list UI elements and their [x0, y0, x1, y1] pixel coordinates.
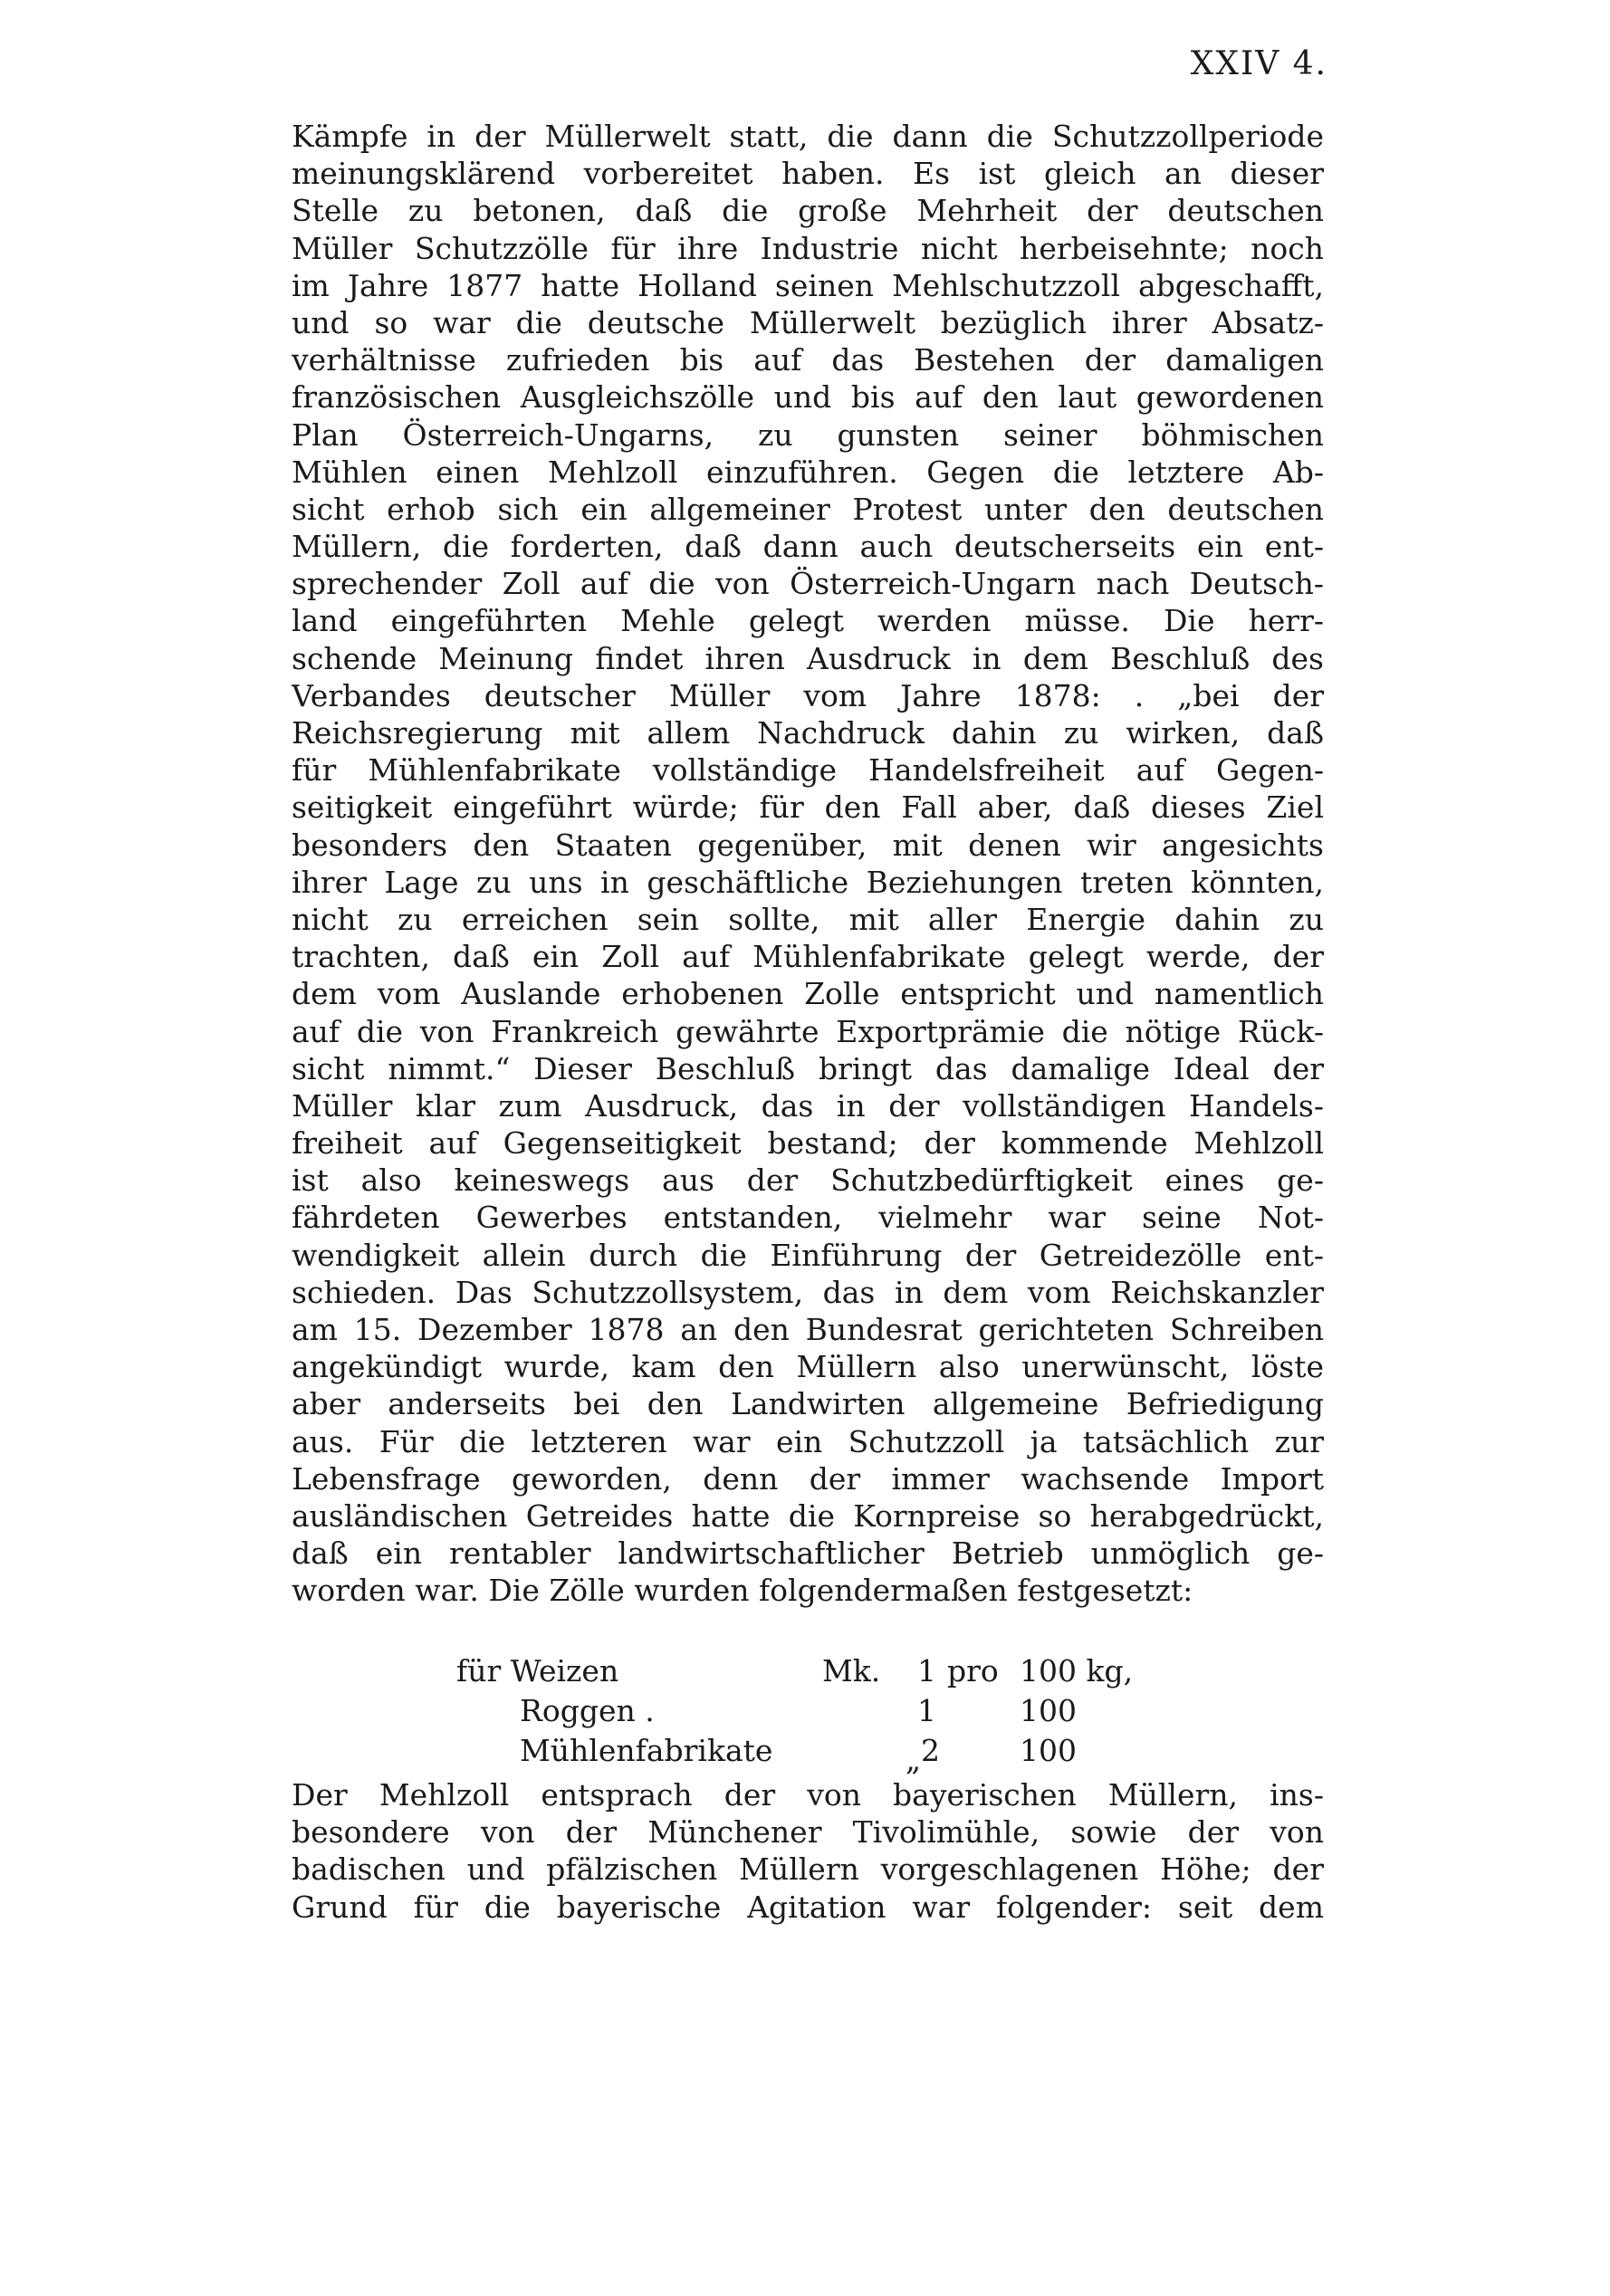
- text-line: im Jahre 1877 hatte Holland seinen Mehlschutzzoll abgeschafft,: [292, 267, 1324, 303]
- text-line: ausländischen Getreides hatte die Kornpreise so herabgedrückt,: [292, 1497, 1324, 1534]
- text-line: dem vom Auslande erhobenen Zolle entspricht und namentlich: [292, 976, 1324, 1012]
- text-line: französischen Ausgleichszölle und bis auf den laut gewordenen: [292, 379, 1324, 416]
- text-line: wendigkeit allein durch die Einführung der Getreidezölle ent-: [292, 1237, 1324, 1273]
- tariff-quantity: 100: [1020, 1733, 1077, 1768]
- tariff-per: pro: [947, 1653, 999, 1689]
- tariff-quantity: 100 kg,: [1020, 1653, 1134, 1689]
- text-line: fährdeten Gewerbes entstanden, vielmehr war seine Not-: [292, 1200, 1324, 1236]
- text-line: aber anderseits bei den Landwirten allgemeine Befriedigung: [292, 1386, 1324, 1422]
- paragraph-continuation: [292, 1776, 1324, 1926]
- text-line: angekündigt wurde, kam den Müllern also unerwünscht, löste: [292, 1349, 1324, 1385]
- text-line: Müller klar zum Ausdruck, das in der vollständigen Handels-: [292, 1087, 1324, 1124]
- text-line: seitigkeit eingeführt würde; für den Fall aber, daß dieses Ziel: [292, 789, 1324, 826]
- tariff-unit: Mk.: [822, 1653, 881, 1689]
- page-number: XXIV 4.: [1190, 45, 1327, 82]
- text-line: Verbandes deutscher Müller vom Jahre 1878: . „bei der: [292, 677, 1324, 713]
- text-line: meinungsklärend vorbereitet haben. Es ist gleich an dieser: [292, 156, 1324, 192]
- text-line: Mühlen einen Mehlzoll einzuführen. Gegen die letztere Ab-: [292, 454, 1324, 490]
- text-line: land eingeführten Mehle gelegt werden müsse. Die herr-: [292, 603, 1324, 639]
- text-line: trachten, daß ein Zoll auf Mühlenfabrikate gelegt werde, der: [292, 939, 1324, 975]
- text-line: Der Mehlzoll entsprach der von bayerischen Müllern, ins-: [292, 1777, 1324, 1813]
- text-line: und so war die deutsche Müllerwelt bezüglich ihrer Absatz-: [292, 304, 1324, 340]
- text-line: verhältnisse zufrieden bis auf das Bestehen der damaligen: [292, 342, 1324, 378]
- tariff-amount: 2: [921, 1733, 940, 1768]
- tariff-table: [456, 1651, 1145, 1777]
- text-line: schende Meinung findet ihren Ausdruck in dem Beschluß des: [292, 640, 1324, 676]
- text-line: Plan Österreich-Ungarns, zu gunsten seiner böhmischen: [292, 416, 1324, 453]
- tariff-label: für Weizen: [456, 1653, 619, 1689]
- tariff-row: [456, 1651, 1145, 1691]
- paragraph-main: [292, 118, 1324, 1610]
- text-line: am 15. Dezember 1878 an den Bundesrat gerichteten Schreiben: [292, 1312, 1324, 1347]
- text-line: für Mühlenfabrikate vollständige Handelsfreiheit auf Gegen-: [292, 752, 1324, 789]
- text-line: besonders den Staaten gegenüber, mit denen wir angesichts: [292, 827, 1324, 863]
- tariff-label: Roggen .: [520, 1693, 655, 1728]
- tariff-label: Mühlenfabrikate: [520, 1733, 773, 1768]
- tariff-amount: 1: [917, 1653, 936, 1689]
- text-line: Müller Schutzzölle für ihre Industrie nicht herbeisehnte; noch: [292, 230, 1324, 266]
- text-line: schieden. Das Schutzzollsystem, das in dem vom Reichskanzler: [292, 1274, 1324, 1310]
- text-line: aus. Für die letzteren war ein Schutzzoll ja tatsächlich zur: [292, 1423, 1324, 1459]
- text-line: Grund für die bayerische Agitation war folgender: seit dem: [292, 1889, 1324, 1925]
- tariff-row: [456, 1691, 1145, 1731]
- text-line: sprechender Zoll auf die von Österreich-Ungarn nach Deutsch-: [292, 566, 1324, 602]
- text-line: freiheit auf Gegenseitigkeit bestand; der kommende Mehlzoll: [292, 1125, 1324, 1162]
- tariff-row: [456, 1731, 1145, 1777]
- text-line: worden war. Die Zölle wurden folgendermaßen festgesetzt:: [292, 1573, 1193, 1609]
- text-line: sicht erhob sich ein allgemeiner Protest unter den deutschen: [292, 491, 1324, 527]
- text-line: ist also keineswegs aus der Schutzbedürftigkeit eines ge-: [292, 1162, 1324, 1199]
- text-line: daß ein rentabler landwirtschaftlicher Betrieb unmöglich ge-: [292, 1535, 1324, 1572]
- text-line: Reichsregierung mit allem Nachdruck dahin zu wirken, daß: [292, 715, 1324, 751]
- text-line: badischen und pfälzischen Müllern vorgeschlagenen Höhe; der: [292, 1851, 1324, 1888]
- text-line: besondere von der Münchener Tivolimühle, sowie der von: [292, 1814, 1324, 1851]
- text-line: Kämpfe in der Müllerwelt statt, die dann die Schutzzollperiode: [292, 119, 1324, 154]
- text-line: sicht nimmt.“ Dieser Beschluß bringt das damalige Ideal der: [292, 1050, 1324, 1086]
- text-line: Stelle zu betonen, daß die große Mehrheit der deutschen: [292, 193, 1324, 229]
- tariff-quantity: 100: [1020, 1693, 1077, 1728]
- text-line: auf die von Frankreich gewährte Exportprämie die nötige Rück-: [292, 1013, 1324, 1049]
- tariff-unit-ditto: „: [906, 1742, 922, 1777]
- text-line: Lebensfrage geworden, denn der immer wachsende Import: [292, 1460, 1324, 1497]
- text-line: nicht zu erreichen sein sollte, mit aller Energie dahin zu: [292, 901, 1324, 937]
- tariff-amount: 1: [917, 1693, 936, 1728]
- text-line: ihrer Lage zu uns in geschäftliche Beziehungen treten könnten,: [292, 864, 1324, 900]
- text-line: Müllern, die forderten, daß dann auch deutscherseits ein ent-: [292, 529, 1324, 565]
